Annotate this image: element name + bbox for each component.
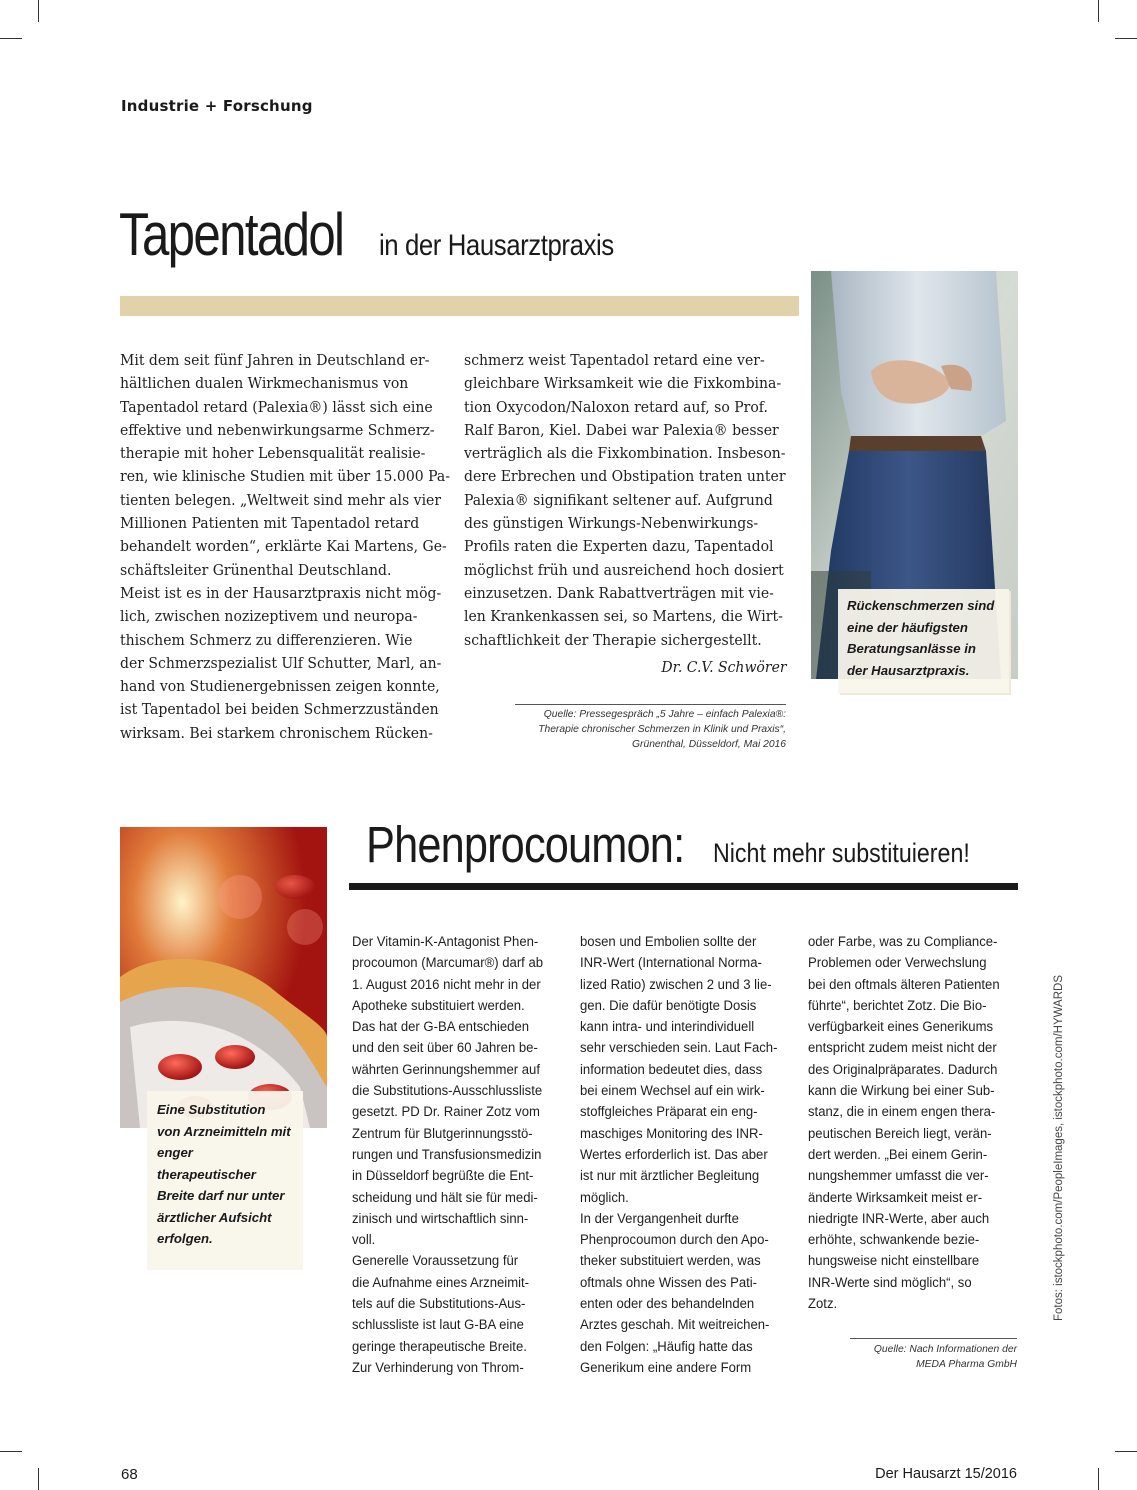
- text-line: erhöhte, schwankende bezie-: [808, 1231, 980, 1248]
- text-line: hältlichen dualen Wirkmechanismus von: [120, 375, 409, 393]
- text-line: tienten belegen. „Weltweit sind mehr als vier: [120, 491, 442, 509]
- text-line: Problemen oder Verwechslung: [808, 954, 987, 971]
- article1-column-2: [464, 349, 786, 652]
- caption-line: ärztlicher Aufsicht: [157, 1209, 272, 1225]
- text-line: tels auf die Substitutions-Aus-: [352, 1295, 526, 1312]
- text-line: Phenprocoumon durch den Apo-: [580, 1231, 769, 1248]
- text-line: ist Tapentadol bei beiden Schmerzzuständen: [120, 701, 439, 719]
- text-line: Meist ist es in der Hausarztpraxis nicht mög-: [120, 584, 442, 602]
- text-line: Mit dem seit fünf Jahren in Deutschland er-: [120, 352, 430, 369]
- text-line: stanz, die in einem engen thera-: [808, 1103, 996, 1120]
- text-line: lized Ratio) zwischen 2 und 3 lie-: [580, 975, 772, 992]
- text-line: schmerz weist Tapentadol retard eine ver-: [464, 352, 765, 369]
- article1-subtitle: in der Hausarztpraxis: [379, 229, 614, 262]
- crop-mark: [38, 0, 39, 22]
- text-line: information bedeutet dies, dass: [580, 1060, 763, 1077]
- page-number: 68: [121, 1466, 138, 1483]
- source-line: Quelle: Nach Informationen der: [873, 1344, 1017, 1355]
- article2-source: [800, 1342, 1017, 1372]
- caption-line: Rückenschmerzen sind: [847, 598, 995, 613]
- text-line: zinisch und wirtschaftlich sinn-: [352, 1209, 529, 1226]
- section-label: Industrie + Forschung: [121, 97, 313, 115]
- source-line: Therapie chronischer Schmerzen in Klinik und Praxis“,: [538, 724, 786, 735]
- text-line: wirksam. Bei starkem chronischem Rücken-: [120, 724, 433, 742]
- source-divider: [850, 1338, 1017, 1339]
- crop-mark: [0, 1451, 22, 1452]
- text-line: den Folgen: „Häufig hatte das: [580, 1337, 753, 1354]
- crop-mark: [0, 38, 22, 39]
- article2-heading: [366, 815, 1012, 874]
- title-accent-bar: [120, 296, 799, 316]
- text-line: Millionen Patienten mit Tapentadol retard: [120, 515, 420, 533]
- caption-line: eine der häufigsten: [847, 619, 968, 635]
- text-line: hungsweise nicht einstellbare: [808, 1252, 980, 1269]
- text-line: procoumon (Marcumar®) darf ab: [352, 954, 544, 971]
- text-line: nungshemmer umfasst die ver-: [808, 1167, 989, 1184]
- text-line: die Substitutions-Ausschlussliste: [352, 1082, 543, 1099]
- text-line: bei einem Wechsel auf ein wirk-: [580, 1082, 765, 1099]
- text-line: theker substituiert werden, was: [580, 1252, 761, 1269]
- article1-heading: [119, 200, 652, 269]
- text-line: Das hat der G-BA entschieden: [352, 1018, 530, 1035]
- text-line: Tapentadol retard (Palexia®) lässt sich eine: [120, 398, 433, 416]
- text-line: stoffgleiches Präparat ein eng-: [580, 1103, 758, 1120]
- source-line: Grünenthal, Düsseldorf, Mai 2016: [632, 739, 786, 750]
- text-line: einzusetzen. Dank Rabattverträgen mit vie-: [464, 584, 774, 602]
- text-line: entspricht zudem meist nicht der: [808, 1039, 997, 1056]
- caption-line: der Hausarztpraxis.: [847, 662, 970, 678]
- photo-credit: Fotos: istockphoto.com/PeopleImages, istockphoto.com/HYWARDS: [1053, 975, 1065, 1321]
- source-line: Quelle: Pressegespräch „5 Jahre – einfach Palexia®:: [543, 709, 786, 720]
- text-line: 1. August 2016 nicht mehr in der: [352, 975, 541, 992]
- crop-mark: [1115, 1451, 1137, 1452]
- text-line: gesetzt. PD Dr. Rainer Zotz vom: [352, 1103, 540, 1120]
- caption-line: enger therapeutischer: [157, 1145, 256, 1182]
- text-line: gleichbare Wirksamkeit wie die Fixkombina-: [464, 375, 782, 393]
- text-line: änderte Wirksamkeit meist er-: [808, 1188, 983, 1205]
- article2-column-1: [352, 931, 543, 1378]
- text-line: gen. Die dafür benötigte Dosis: [580, 996, 757, 1013]
- journal-issue: Der Hausarzt 15/2016: [875, 1466, 1017, 1482]
- text-line: oftmals ohne Wissen des Pati-: [580, 1273, 758, 1290]
- text-line: INR-Werte sind möglich“, so: [808, 1273, 972, 1290]
- text-line: geringe therapeutische Breite.: [352, 1337, 527, 1354]
- source-line: MEDA Pharma GmbH: [916, 1359, 1017, 1370]
- text-line: Apotheke substituiert werden.: [352, 996, 525, 1013]
- crop-mark: [38, 1468, 39, 1490]
- text-line: voll.: [352, 1231, 376, 1248]
- text-line: bosen und Embolien sollte der: [580, 933, 757, 949]
- title-rule: [349, 883, 1018, 890]
- text-line: möglich.: [580, 1188, 629, 1205]
- text-line: len Krankenkassen sei, so Martens, die Wirt-: [464, 608, 783, 626]
- text-line: Der Vitamin-K-Antagonist Phen-: [352, 933, 539, 949]
- caption-line: erfolgen.: [157, 1231, 213, 1246]
- text-line: führte“, berichtet Zotz. Die Bio-: [808, 996, 987, 1013]
- text-line: schaftlichkeit der Therapie sichergestellt.: [464, 631, 762, 649]
- article2-subtitle: Nicht mehr substituieren!: [712, 838, 970, 868]
- photo1-caption: [838, 589, 1009, 693]
- text-line: in Düsseldorf begrüßte die Ent-: [352, 1167, 534, 1184]
- crop-mark: [1115, 38, 1137, 39]
- text-line: therapie mit hoher Lebensqualität realisie-: [120, 445, 426, 463]
- text-line: bei den oftmals älteren Patienten: [808, 975, 1000, 992]
- blood-vessel-illustration: [120, 827, 327, 1128]
- text-line: Ralf Baron, Kiel. Dabei war Palexia® besser: [464, 421, 779, 439]
- text-line: möglichst früh und ausreichend hoch dosiert: [464, 561, 784, 579]
- caption-line: von Arzneimitteln mit: [157, 1123, 291, 1139]
- article1-column-1: [120, 349, 450, 745]
- photo2-caption: [147, 1091, 303, 1270]
- text-line: dert werden. „Bei einem Gerin-: [808, 1145, 988, 1162]
- article1-source: [440, 707, 786, 752]
- text-line: tion Oxycodon/Naloxon retard auf, so Prof.: [464, 398, 768, 416]
- source-divider: [515, 704, 786, 705]
- text-line: kann intra- und interindividuell: [580, 1018, 755, 1035]
- text-line: Arztes geschah. Mit weitreichen-: [580, 1316, 770, 1333]
- article2-title: Phenprocoumon:: [366, 816, 685, 873]
- text-line: Zur Verhinderung von Throm-: [352, 1358, 524, 1375]
- text-line: effektive und nebenwirkungsarme Schmerz-: [120, 421, 435, 439]
- text-line: die Aufnahme eines Arzneimit-: [352, 1273, 530, 1290]
- text-line: scheidung und hält sie für medi-: [352, 1188, 538, 1205]
- crop-mark: [1098, 1468, 1099, 1490]
- text-line: Generikum eine andere Form: [580, 1358, 752, 1375]
- text-line: kann die Wirkung bei einer Sub-: [808, 1082, 995, 1099]
- text-line: ist nur mit ärztlicher Begleitung: [580, 1167, 760, 1184]
- text-line: behandelt worden“, erklärte Kai Martens, Ge-: [120, 538, 447, 556]
- article1-author: Dr. C.V. Schwörer: [661, 659, 787, 676]
- text-line: Zentrum für Blutgerinnungsstö-: [352, 1124, 533, 1141]
- text-line: Wertes erforderlich ist. Das aber: [580, 1145, 768, 1162]
- text-line: lich, zwischen nozizeptivem und neuropa-: [120, 608, 418, 626]
- text-line: schäftsleiter Grünenthal Deutschland.: [120, 561, 392, 579]
- text-line: niedrigte INR-Werte, aber auch: [808, 1209, 990, 1226]
- text-line: und den seit über 60 Jahren be-: [352, 1039, 538, 1056]
- caption-line: Eine Substitution: [157, 1102, 266, 1117]
- text-line: verfügbarkeit eines Generikums: [808, 1018, 994, 1035]
- text-line: währten Gerinnungshemmer auf: [352, 1060, 540, 1077]
- text-line: schlussliste ist laut G-BA eine: [352, 1316, 524, 1333]
- text-line: verträglich als die Fixkombination. Insbeson-: [464, 445, 786, 463]
- text-line: peutischen Bereich liegt, verän-: [808, 1124, 992, 1141]
- text-line: rungen und Transfusionsmedizin: [352, 1145, 542, 1162]
- caption-line: Breite darf nur unter: [157, 1188, 285, 1203]
- text-line: ren, wie klinische Studien mit über 15.000 Pa-: [120, 468, 451, 486]
- text-line: sehr verschieden sein. Laut Fach-: [580, 1039, 778, 1056]
- text-line: Zotz.: [808, 1295, 838, 1312]
- article1-title: Tapentadol: [119, 201, 344, 268]
- text-line: hand von Studienergebnissen zeigen konnte,: [120, 678, 440, 696]
- text-line: thischem Schmerz zu differenzieren. Wie: [120, 631, 413, 649]
- text-line: Palexia® signifikant seltener auf. Aufgrund: [464, 491, 773, 509]
- article2-column-3: [808, 931, 1000, 1314]
- text-line: enten oder des behandelnden: [580, 1295, 755, 1312]
- text-line: Profils raten die Experten dazu, Tapentadol: [464, 538, 774, 556]
- crop-mark: [1098, 0, 1099, 22]
- text-line: In der Vergangenheit durfte: [580, 1209, 739, 1226]
- text-line: INR-Wert (International Norma-: [580, 954, 762, 971]
- text-line: oder Farbe, was zu Compliance-: [808, 933, 998, 949]
- blood-vessel-photo: [120, 827, 327, 1128]
- text-line: maschiges Monitoring des INR-: [580, 1124, 763, 1141]
- article2-column-2: [580, 931, 777, 1378]
- text-line: des günstigen Wirkungs-Nebenwirkungs-: [464, 515, 759, 533]
- caption-line: Beratungsanlässe in: [847, 641, 976, 656]
- text-line: des Originalpräparates. Dadurch: [808, 1060, 998, 1077]
- text-line: dere Erbrechen und Obstipation traten unter: [464, 468, 786, 486]
- text-line: der Schmerzspezialist Ulf Schutter, Marl, an-: [120, 654, 442, 672]
- text-line: Generelle Voraussetzung für: [352, 1252, 519, 1269]
